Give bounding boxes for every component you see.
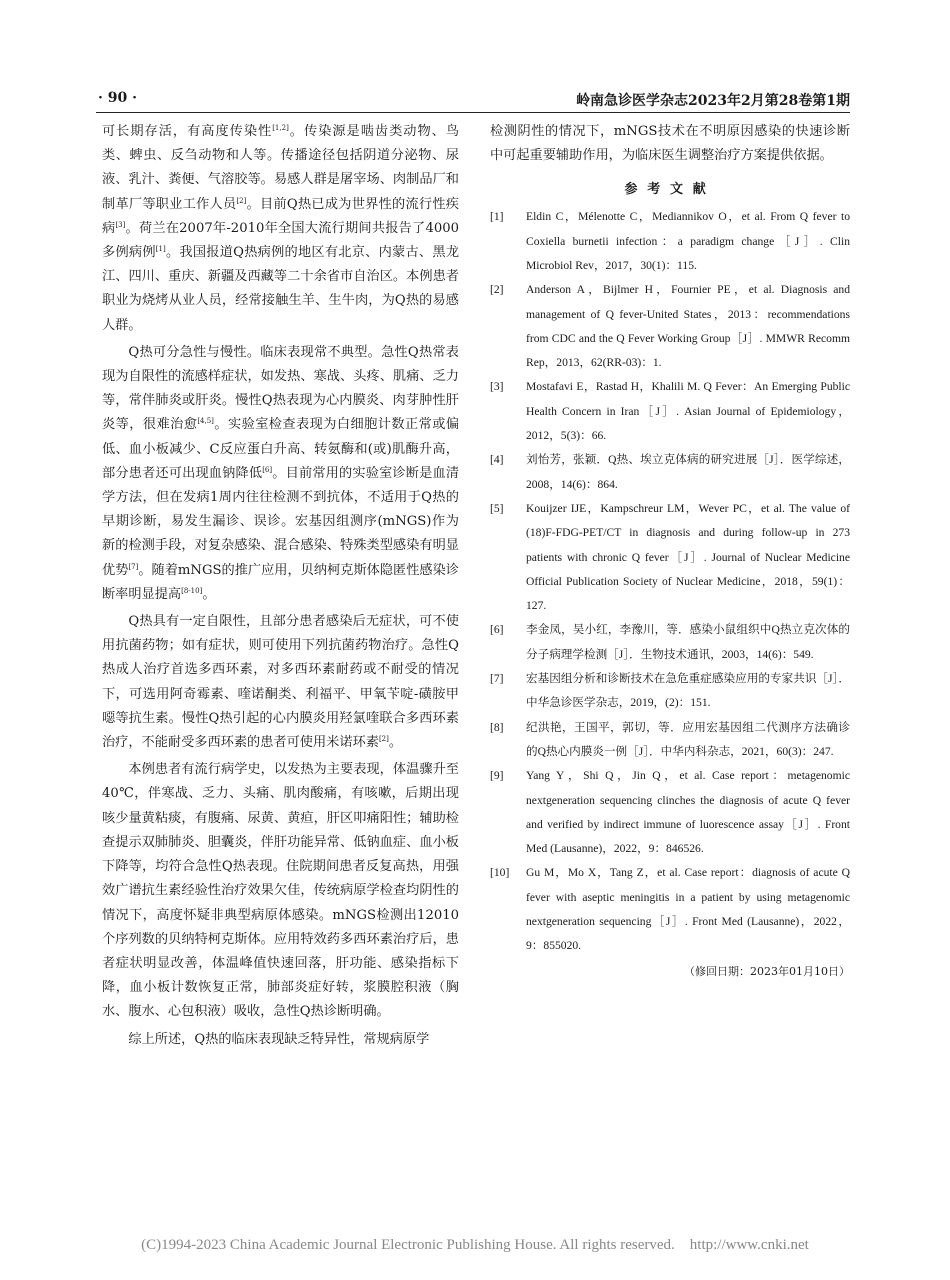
citation: [3]	[115, 220, 126, 229]
citation: [7]	[128, 562, 139, 571]
right-column	[490, 120, 850, 979]
citation: [1]	[155, 245, 166, 254]
reference-item: [8] 纪洪艳，王国平，郭切，等．应用宏基因组二代测序方法确诊的Q热心内膜炎一例［J］．中华内科杂志，2021，60(3)：247.	[490, 720, 850, 758]
reference-item: [3] Mostafavi E，Rastad H，Khalili M. Q Fever：An Emerging Public Health Concern in Iran［J］. Asian Journal of Epidemiology，2012，5(3)：66.	[490, 380, 850, 443]
left-column	[102, 120, 459, 1055]
reference-item: [6] 李金凤，吴小红，李豫川，等．感染小鼠组织中Q热立克次体的分子病理学检测［J］．生物技术通讯，2003，14(6)：549.	[490, 623, 850, 661]
paragraph-treatment: Q热具有一定自限性，且部分患者感染后无症状，可不使用抗菌药物；如有症状，则可使用下列抗菌药物治疗。急性Q热成人治疗首选多西环素，对多西环素耐药或不耐受的情况下，可选用阿奇霉素、喹诺酮类、利福平、甲氧苄啶-磺胺甲噁等抗生素。慢性Q热引起的心内膜炎用羟氯喹联合多西环素治疗，不能耐受多西环素的患者可使用米诺环素[2]。	[102, 614, 459, 751]
paragraph-conclusion: 检测阴性的情况下，mNGS技术在不明原因感染的快速诊断中可起重要辅助作用，为临床医生调整治疗方案提供依据。	[490, 124, 850, 164]
reference-item: [7] 宏基因组分析和诊断技术在急危重症感染应用的专家共识［J］．中华急诊医学杂志，2019，(2)：151.	[490, 672, 850, 710]
citation: [4,5]	[197, 417, 214, 426]
reference-item: [10] Gu M，Mo X，Tang Z，et al. Case report：diagnosis of acute Q fever with aseptic meningitis in a patient by using metagenomic nextgeneration sequencing［J］. Front Med (Lausanne)，2022，9：855020.	[490, 866, 850, 953]
reference-item: [2] Anderson A，Bijlmer H，Fournier PE，et al. Diagnosis and management of Q fever-United States，2013：recommendations from CDC and the Q Fever Working Group［J］. MMWR Recomm Rep，2013，62(RR-03)：1.	[490, 283, 850, 370]
references-title: 参考文献	[624, 182, 716, 198]
revised-date: （修回日期：2023年01月10日）	[684, 964, 850, 978]
citation: [2]	[378, 735, 389, 744]
reference-list	[490, 205, 850, 958]
citation: [2]	[236, 196, 247, 205]
reference-item: [1] Eldin C，Mélenotte C，Mediannikov O，et al. From Q fever to Coxiella burnetii infection：a paradigm change［J］. Clin Microbiol Rev，2017，30(1)：115.	[490, 210, 850, 272]
copyright-footer: (C)1994-2023 China Academic Journal Electronic Publishing House. All rights reserved. http://www.cnki.net	[141, 1237, 809, 1253]
reference-item: [5] Kouijzer IJE，Kampschreur LM，Wever PC，et al. The value of (18)F-FDG-PET/CT in diagnosis and during follow-up in 273 patients with chronic Q fever［J］. Journal of Nuclear Medicine Official Publication Society of Nuclear Medicine，2018，59(1)：127.	[490, 501, 850, 613]
paragraph-clinical: Q热可分急性与慢性。临床表现常不典型。急性Q热常表现为自限性的流感样症状，如发热、寒战、头疼、肌痛、乏力等，常伴肺炎或肝炎。慢性Q热表现为心内膜炎、肉芽肿性肝炎等，很难治愈[4,5]。实验室检查表现为白细胞计数正常或偏低、血小板减少、C反应蛋白升高、转氨酶和(或)肌酶升高，部分患者还可出现血钠降低[6]。目前常用的实验室诊断是血清学方法，但在发病1周内往往检测不到抗体，不适用于Q热的早期诊断，易发生漏诊、误诊。宏基因组测序(mNGS)作为新的检测手段，对复杂感染、混合感染、特殊类型感染有明显优势[7]。随着mNGS的推广应用，贝纳柯克斯体隐匿性感染诊断率明显提高[8-10]。	[102, 344, 460, 602]
citation: [6]	[262, 465, 273, 474]
page-number: · 90 ·	[98, 90, 137, 106]
reference-item: [4] 刘怡芳，张颖．Q热、埃立克体病的研究进展［J］．医学综述，2008，14(6)：864.	[490, 453, 850, 491]
journal-title: 岭南急诊医学杂志2023年2月第28卷第1期	[576, 93, 850, 109]
paragraph-epidemiology: 可长期存活，有高度传染性[1,2]。传染源是啮齿类动物、鸟类、蜱虫、反刍动物和人等。传播途径包括阴道分泌物、尿液、乳汁、粪便、气溶胶等。易感人群是屠宰场、肉制品厂和制革厂等职业工作人员[2]。目前Q热已成为世界性的流行性疾病[3]。荷兰在2007年-2010年全国大流行期间共报告了4000多例病例[1]。我国报道Q热病例的地区有北京、内蒙古、黑龙江、四川、重庆、新疆及西藏等二十余省市自治区。本例患者职业为烧烤从业人员，经常接触生羊、生牛肉，为Q热的易感人群。	[102, 124, 460, 333]
citation: [1,2]	[272, 124, 289, 132]
page-header	[96, 88, 850, 113]
citation: [8-10]	[181, 586, 203, 595]
paragraph-summary: 综上所述，Q热的临床表现缺乏特异性，常规病原学	[128, 1031, 430, 1047]
reference-item: [9] Yang Y，Shi Q，Jin Q，et al. Case report：metagenomic nextgeneration sequencing clinches the diagnosis of acute Q fever and verified by indirect immune of luorescence assay［J］. Front Med (Lausanne)，2022，9：846526.	[490, 769, 850, 856]
paragraph-case: 本例患者有流行病学史，以发热为主要表现，体温骤升至40℃，伴寒战、乏力、头痛、肌肉酸痛，有咳嗽，后期出现咳少量黄粘痰，有腹痛、尿黄、黄疸，肝区叩痛阳性；辅助检查提示双肺肺炎、胆囊炎，伴肝功能异常、低钠血症、血小板下降等，均符合急性Q热表现。住院期间患者反复高热，用强效广谱抗生素经验性治疗效果欠佳，传统病原学检查均阴性的情况下，高度怀疑非典型病原体感染。mNGS检测出12010个序列数的贝纳特柯克斯体。应用特效药多西环素治疗后，患者症状明显改善，体温峰值快速回落，肝功能、感染指标下降，血小板计数恢复正常，肺部炎症好转，浆膜腔积液（胸水、腹水、心包积液）吸收，急性Q热诊断明确。	[102, 762, 459, 1020]
